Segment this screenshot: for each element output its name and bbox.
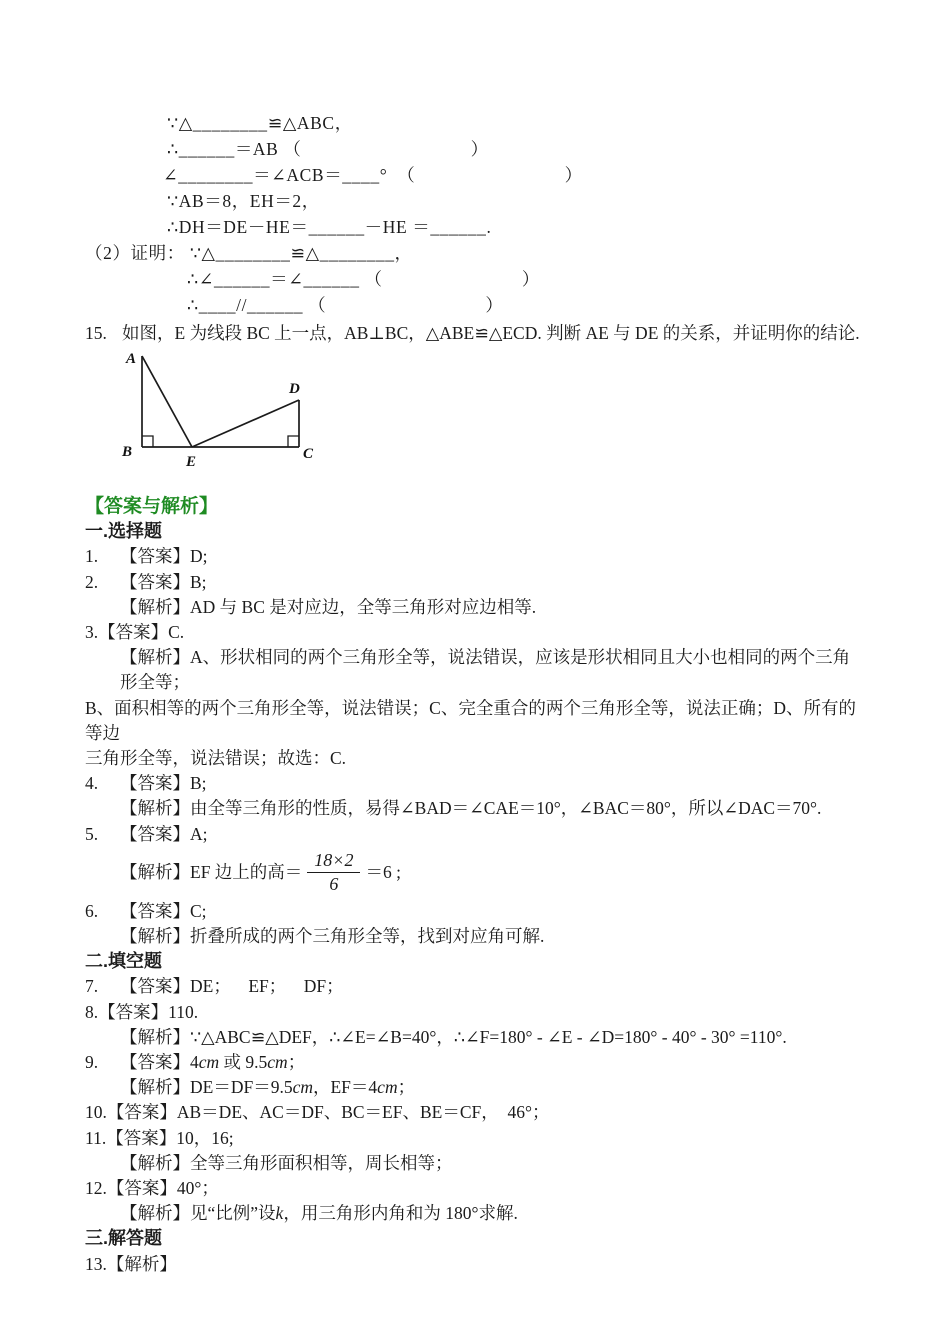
- question-15: [85, 320, 865, 470]
- unit-cm: cm: [292, 1077, 313, 1098]
- triangle-figure-svg: [112, 346, 344, 470]
- label-A: A: [126, 351, 137, 367]
- item-number: 8.: [85, 1001, 99, 1022]
- explanation-3-line-1: 【解析】A、形状相同的两个三角形全等，说法错误，应该是形状相同且大小也相同的两个三角形全等；: [120, 647, 851, 693]
- answer-text: 【答案】40°；: [106, 1178, 219, 1199]
- explanation-12: [85, 1201, 865, 1226]
- proof-line-7: ∴∠______＝∠______ （ ）: [187, 269, 541, 289]
- explanation-4: 【解析】由全等三角形的性质，易得∠BAD＝∠CAE＝10°，∠BAC＝80°，所以∠DAC＝70°.: [120, 798, 822, 819]
- answer-item-8: [85, 1000, 865, 1025]
- variable-k: k: [275, 1203, 284, 1224]
- item-number: 1.: [85, 546, 99, 567]
- answer-text: 【解析】: [106, 1253, 177, 1274]
- answer-item-6: [85, 899, 865, 924]
- item-number: 3.: [85, 622, 99, 643]
- answer-text: 【答案】C;: [120, 900, 207, 921]
- answer-9-mid: 或 9.5: [219, 1052, 268, 1073]
- explanation-5-fraction-line: [85, 847, 865, 899]
- answer-item-5: [85, 822, 865, 847]
- answer-item-3: [85, 620, 865, 645]
- unit-cm: cm: [198, 1052, 220, 1073]
- explanation-3-line-2: B、面积相等的两个三角形全等，说法错误；C、完全重合的两个三角形全等，说法正确；D、所有的等边: [85, 697, 856, 743]
- fraction-numerator: 18×2: [307, 850, 360, 873]
- answer-item-11: [85, 1126, 865, 1151]
- segment-ED: [192, 400, 299, 447]
- proof-line-5: ∴DH＝DE－HE＝______－HE ＝______.: [167, 217, 492, 237]
- q15-geometry-figure: [85, 346, 865, 470]
- answer-text: 【答案】DE； EF； DF；: [120, 976, 344, 997]
- answer-text: 【答案】B;: [120, 571, 207, 592]
- explanation-9-pre: 【解析】DE＝DF＝9.5: [120, 1077, 293, 1098]
- item-number: 10.: [85, 1102, 107, 1123]
- segment-AE: [142, 356, 192, 447]
- item-number: 12.: [85, 1178, 107, 1199]
- question-number: 15.: [85, 323, 107, 343]
- explanation-8: 【解析】∵△ABC≌△DEF，∴∠E=∠B=40°，∴∠F=180° - ∠E - ∠D=180° - 40° - 30° =110°.: [120, 1026, 787, 1047]
- answer-9-end: ；: [287, 1052, 306, 1073]
- proof-step2-label: （2）证明：: [85, 243, 190, 263]
- answer-item-4: [85, 771, 865, 796]
- item-number: 11.: [85, 1127, 107, 1148]
- question-15-text-row: [85, 320, 865, 346]
- answers-section: [85, 494, 865, 1277]
- right-angle-marker-B: [142, 436, 153, 447]
- part1-heading: 一.选择题: [85, 521, 163, 542]
- unit-cm: cm: [377, 1077, 398, 1098]
- explanation-3-line-3: 三角形全等，说法错误；故选：C.: [85, 748, 347, 769]
- answer-text: 【答案】B;: [120, 773, 207, 794]
- unit-cm: cm: [267, 1052, 288, 1073]
- item-number: 13.: [85, 1253, 107, 1274]
- fraction-denominator: 6: [329, 874, 339, 895]
- proof-line-3: ∠________＝∠ACB＝____° （ ）: [163, 165, 583, 185]
- item-number: 6.: [85, 900, 99, 921]
- part2-heading: 二.填空题: [85, 951, 163, 972]
- explanation-9-mid: ，EF＝4: [312, 1077, 378, 1098]
- answer-9-pre: 【答案】4: [120, 1052, 199, 1073]
- explanation-6: 【解析】折叠所成的两个三角形全等，找到对应角可解.: [120, 926, 545, 947]
- answers-title: 【答案与解析】: [85, 496, 219, 517]
- answer-item-9: [85, 1050, 865, 1075]
- answer-text: [120, 1050, 305, 1075]
- answer-item-13: [85, 1252, 865, 1277]
- answer-item-2: [85, 570, 865, 595]
- answer-text: 【答案】D;: [120, 546, 208, 567]
- proof-line-4: ∵AB＝8，EH＝2，: [167, 191, 320, 211]
- proof-line-8: ∴____//______ （ ）: [187, 295, 504, 315]
- explanation-12-pre: 【解析】见“比例”设: [120, 1203, 276, 1224]
- explanation-9-end: ；: [397, 1077, 416, 1098]
- explanation-5-suffix: ＝6 ;: [365, 862, 401, 883]
- answer-item-1: [85, 544, 865, 569]
- explanation-2: 【解析】AD 与 BC 是对应边，全等三角形对应边相等.: [120, 596, 537, 617]
- proof-line-2: ∴______＝AB （ ）: [167, 139, 489, 159]
- answer-item-12: [85, 1176, 865, 1201]
- explanation-11: 【解析】全等三角形面积相等，周长相等；: [120, 1152, 453, 1173]
- part3-heading: 三.解答题: [85, 1228, 163, 1249]
- answer-text: 【答案】110.: [98, 1001, 199, 1022]
- proof-line-6-body: ∵△________≌△________，: [189, 243, 413, 263]
- item-number: 5.: [85, 823, 99, 844]
- explanation-12-end: ，用三角形内角和为 180°求解.: [283, 1203, 518, 1224]
- answer-text: 【答案】AB＝DE、AC＝DF、BC＝EF、BE＝CF， 46°；: [106, 1102, 550, 1123]
- item-number: 2.: [85, 571, 99, 592]
- answer-text: 【答案】10，16;: [106, 1127, 234, 1148]
- label-D: D: [289, 381, 300, 397]
- answer-text: 【答案】A;: [120, 823, 208, 844]
- proof-line-6: [85, 240, 865, 266]
- label-B: B: [122, 444, 133, 460]
- item-number: 7.: [85, 976, 99, 997]
- explanation-9: [85, 1075, 865, 1100]
- proof-line-1: ∵△________≌△ABC，: [167, 113, 353, 133]
- label-E: E: [186, 454, 197, 470]
- label-C: C: [303, 446, 314, 462]
- proof-fill-block: [85, 110, 865, 318]
- answer-text: 【答案】C.: [98, 622, 185, 643]
- answer-item-10: [85, 1100, 865, 1125]
- answer-item-7: [85, 974, 865, 999]
- right-angle-marker-C: [288, 436, 299, 447]
- question-text: 如图，E 为线段 BC 上一点，AB⊥BC，△ABE≌△ECD. 判断 AE 与 DE 的关系，并证明你的结论.: [122, 323, 860, 343]
- item-number: 9.: [85, 1052, 99, 1073]
- item-number: 4.: [85, 773, 99, 794]
- fraction: [307, 850, 360, 895]
- explanation-5-prefix: 【解析】EF 边上的高＝: [120, 862, 303, 883]
